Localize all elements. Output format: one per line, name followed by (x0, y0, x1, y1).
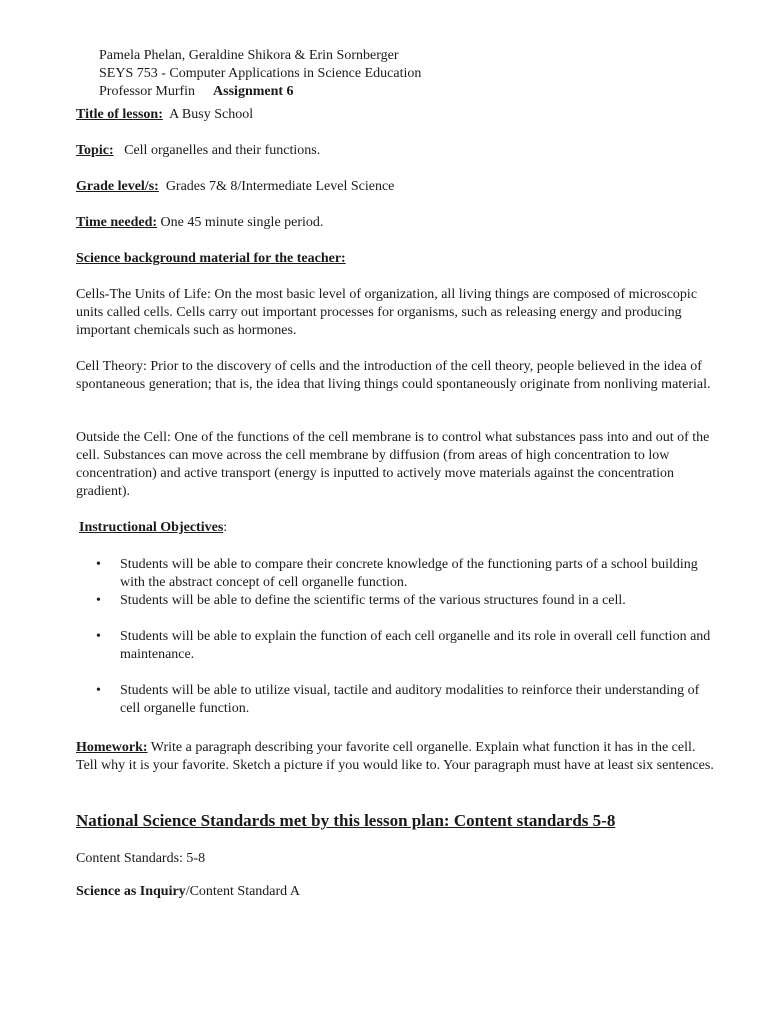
assignment-label: Assignment 6 (213, 84, 294, 99)
topic-value: Cell organelles and their functions. (124, 143, 321, 158)
objective-item (76, 682, 716, 718)
objectives-heading-colon: : (223, 520, 228, 535)
professor-line (99, 83, 699, 101)
professor-name: Professor Murfin (99, 84, 196, 99)
objective-text: Students will be able to compare their concrete knowledge of the functioning parts of a school building with the abstract concept of cell organelle function. (120, 557, 698, 590)
objective-text: Students will be able to define the scientific terms of the various structures found in a cell. (120, 593, 626, 608)
time-needed-line (76, 214, 716, 232)
objectives-heading: Instructional Objectives (79, 520, 224, 535)
content-standards-line: Content Standards: 5-8 (76, 851, 206, 866)
objectives-list (76, 556, 716, 718)
lesson-title-label: Title of lesson: (76, 107, 163, 122)
bullet-icon: • (96, 593, 101, 608)
bullet-icon: • (96, 557, 101, 572)
document-header (99, 47, 699, 101)
homework-label: Homework: (76, 740, 148, 755)
time-needed-value: One 45 minute single period. (160, 215, 324, 230)
objective-text: Students will be able to explain the function of each cell organelle and its role in overall cell function and maintenance. (120, 629, 711, 662)
standards-heading: National Science Standards met by this lesson plan: Content standards 5-8 (76, 811, 616, 830)
science-inquiry-rest: /Content Standard A (185, 884, 301, 899)
objective-item (76, 556, 716, 592)
lesson-title-line (76, 106, 716, 124)
authors-line: Pamela Phelan, Geraldine Shikora & Erin Sornberger (99, 48, 399, 63)
background-heading: Science background material for the teacher: (76, 251, 346, 266)
objective-item (76, 592, 716, 610)
science-inquiry-line (76, 883, 716, 901)
grade-level-value: Grades 7& 8/Intermediate Level Science (165, 179, 395, 194)
course-line: SEYS 753 - Computer Applications in Science Education (99, 66, 422, 81)
homework-paragraph (76, 739, 716, 775)
bullet-icon: • (96, 629, 101, 644)
objective-text: Students will be able to utilize visual, tactile and auditory modalities to reinforce their understanding of cell organelle function. (120, 683, 700, 716)
grade-level-line (76, 178, 716, 196)
objectives-heading-line (79, 519, 719, 537)
science-inquiry-label: Science as Inquiry (76, 884, 186, 899)
time-needed-label: Time needed: (76, 215, 158, 230)
bullet-icon: • (96, 683, 101, 698)
topic-line (76, 142, 716, 160)
homework-text: Write a paragraph describing your favorite cell organelle. Explain what function it has in the cell. Tell why it is your favorite. Sketch a picture if you would like to. Your paragraph must have at least six sentences. (76, 740, 714, 773)
topic-label: Topic: (76, 143, 114, 158)
background-paragraph: Cells-The Units of Life: On the most basic level of organization, all living things are composed of microscopic units called cells. Cells carry out important processes for organisms, such as releasing energy and producing important chemicals such as hormones. (76, 287, 698, 338)
objective-item (76, 628, 716, 664)
background-paragraph: Outside the Cell: One of the functions of the cell membrane is to control what substances pass into and out of the cell. Substances can move across the cell membrane by diffusion (from areas of high concentration to low concentration) and active transport (energy is inputted to actively move materials against the concentration gradient). (76, 430, 710, 499)
background-paragraph: Cell Theory: Prior to the discovery of cells and the introduction of the cell theory, people believed in the idea of spontaneous generation; that is, the idea that living things could spontaneously originate from nonliving material. (76, 359, 711, 392)
grade-level-label: Grade level/s: (76, 179, 159, 194)
lesson-title-value: A Busy School (169, 107, 254, 122)
